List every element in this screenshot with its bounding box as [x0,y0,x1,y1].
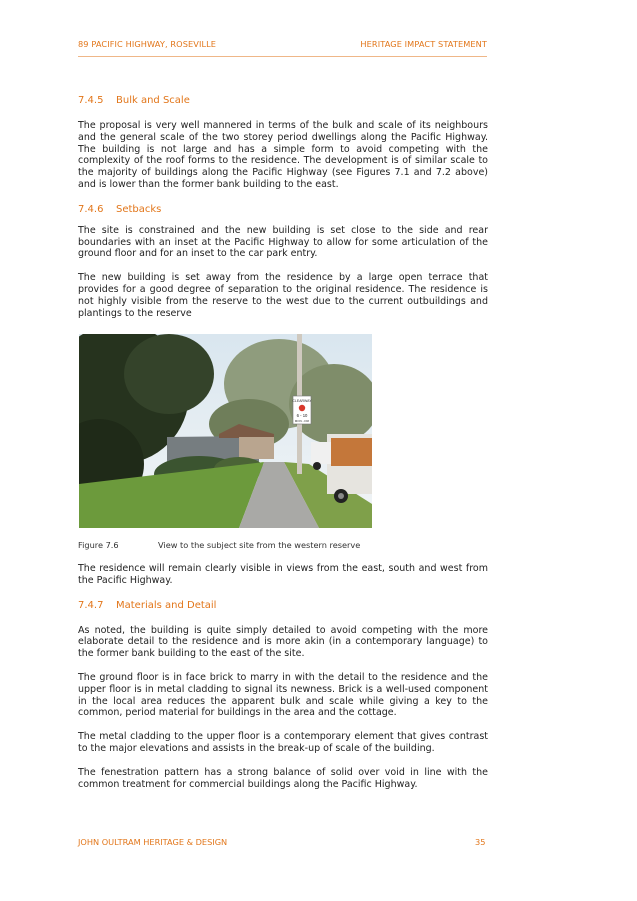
no-stopping-icon [299,405,305,411]
paragraph: The ground floor is in face brick to marry in with the detail to the residence and the upper floor is in metal cladding to signal its newness. Brick is a well-used component in the local area reduces the apparent bulk and scale while giving a key to the common, period material for buildings in the area and the cottage. [78,671,488,719]
paragraph: The site is constrained and the new building is set close to the side and rear boundaries with an inset at the Pacific Highway to allow for some articulation of the ground floor and for an inset to the car park entry. [78,224,488,260]
section-title: Materials and Detail [116,599,217,611]
paragraph: The fenestration pattern has a strong balance of solid over void in line with the common treatment for commercial buildings along the Pacific Highway. [78,766,488,790]
sign-days: MON - FRI [294,419,310,423]
section-title: Bulk and Scale [116,95,190,106]
figure-label: Figure 7.6 [78,540,119,550]
page-number: 35 [475,837,486,847]
section-title: Setbacks [116,203,162,215]
sign-text: CLEARWAY [292,399,312,403]
figure-photo [79,334,372,528]
paragraph: The new building is set away from the residence by a large open terrace that provides for a good degree of separation to the original residence. The residence is not highly visible from the reserve to the west due to the current outbuildings and plantings to the reserve [78,272,488,319]
section-number: 7.4.7 [78,599,104,611]
section-number: 7.4.5 [78,95,104,106]
paragraph: The proposal is very well mannered in terms of the bulk and scale of its neighbours and the general scale of the two storey period dwellings along the Pacific Highway. The building is not large and has a simple form to avoid competing with the complexity of the roof forms to the residence. The development is of similar scale to the majority of buildings along the Pacific Highway (see Figures 7.1 and 7.2 above) and is lower than the former bank building to the east. [78,120,488,190]
main-content [78,94,488,319]
header-left: 89 PACIFIC HIGHWAY, ROSEVILLE [78,39,217,49]
figure-caption [78,540,360,550]
figure-caption-text: View to the subject site from the western reserve [158,540,361,550]
section-heading-setbacks [78,203,488,217]
sign-hours: 6 - 10 [296,413,308,418]
footer-left: JOHN OULTRAM HERITAGE & DESIGN [78,837,228,847]
main-content-lower [78,563,488,790]
paragraph: The residence will remain clearly visible in views from the east, south and west from the Pacific Highway. [78,563,488,586]
paragraph: The metal cladding to the upper floor is a contemporary element that gives contrast to the major elevations and assists in the break-up of scale of the building. [78,731,488,754]
section-heading-materials [78,599,488,613]
street-view-photo [79,334,372,528]
section-heading-bulk-scale [78,94,488,108]
header-right: HERITAGE IMPACT STATEMENT [360,39,487,49]
header-rule [78,56,487,57]
paragraph: As noted, the building is quite simply detailed to avoid competing with the more elaborate detail to the residence and is more akin (in a contemporary language) to the former bank building to the east of the site. [78,624,488,660]
section-number: 7.4.6 [78,203,104,215]
